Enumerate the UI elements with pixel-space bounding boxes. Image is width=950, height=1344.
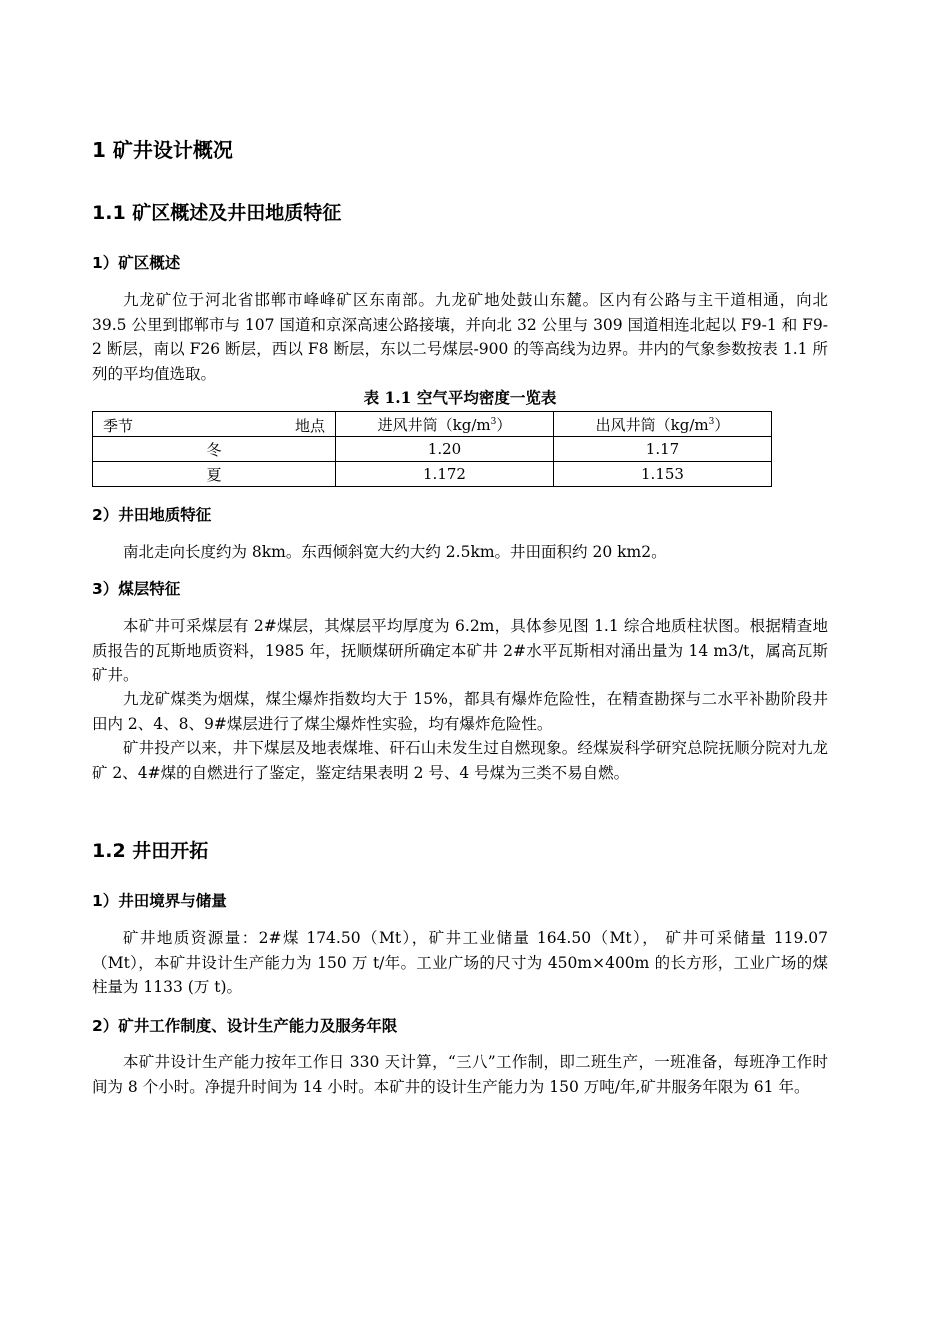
paragraph-geology: 南北走向长度约为 8km。东西倾斜宽大约大约 2.5km。井田面积约 20 km2。 [123, 543, 667, 561]
table-caption: 表 1.1 空气平均密度一览表 [363, 388, 557, 407]
paragraph-boundary-reserves: 矿井地质资源量：2#煤 174.50（Mt），矿井工业储量 164.50（Mt）， 矿井可采储量 119.07（Mt），本矿井设计生产能力为 150 万 t/年。工业广场的尺寸为 450m×400m 的长方形，工业广场的煤柱量为 1133 (万 t)。 [92, 929, 828, 996]
chapter-title: 1 矿井设计概况 [92, 138, 233, 162]
cell-return-value: 1.17 [554, 437, 772, 462]
header-intake-shaft: 进风井筒$(kg/m^3)$ [336, 412, 554, 437]
table-header-row [93, 412, 772, 437]
table-row [93, 462, 772, 487]
table-row [93, 437, 772, 462]
subsection-heading-geology: 2）井田地质特征 [92, 506, 212, 524]
paragraph-coal-seam-2: 九龙矿煤类为烟煤，煤尘爆炸指数均大于 15%，都具有爆炸危险性，在精查勘探与二水平补勘阶段井田内 2、4、8、9#煤层进行了煤尘爆炸性实验，均有爆炸危险性。 [92, 690, 828, 733]
table-corner-cell [93, 412, 336, 437]
subsection-heading-coal-seam: 3）煤层特征 [92, 580, 181, 598]
cell-season: 冬 [93, 437, 336, 462]
paragraph-coal-seam-1: 本矿井可采煤层有 2#煤层，其煤层平均厚度为 6.2m，具体参见图 1.1 综合地质柱状图。根据精查地质报告的瓦斯地质资料，1985 年，抚顺煤研所确定本矿井 2#水平瓦斯相对涌出量为 14 m3/t，属高瓦斯矿井。 [92, 617, 828, 684]
subsection-heading-boundary-reserves: 1）井田境界与储量 [92, 892, 227, 910]
section-heading-1-1: 1.1 矿区概述及井田地质特征 [92, 202, 342, 224]
corner-label-location: 地点 [294, 417, 325, 435]
paragraph-work-system: 本矿井设计生产能力按年工作日 330 天计算，“三八”工作制，即二班生产，一班准备，每班净工作时间为 8 个小时。净提升时间为 14 小时。本矿井的设计生产能力为 150 万吨/年,矿井服务年限为 61 年。 [92, 1053, 828, 1096]
subsection-heading-work-system: 2）矿井工作制度、设计生产能力及服务年限 [92, 1017, 398, 1035]
corner-label-season: 季节 [103, 417, 134, 435]
section-heading-1-2: 1.2 井田开拓 [92, 840, 209, 862]
cell-return-value: 1.153 [554, 462, 772, 487]
cell-intake-value: 1.172 [336, 462, 554, 487]
paragraph-coal-seam-3: 矿井投产以来，井下煤层及地表煤堆、矸石山未发生过自燃现象。经煤炭科学研究总院抚顺分院对九龙矿 2、4#煤的自燃进行了鉴定，鉴定结果表明 2 号、4 号煤为三类不易自燃。 [92, 739, 828, 782]
paragraph-mining-area: 九龙矿位于河北省邯郸市峰峰矿区东南部。九龙矿地处鼓山东麓。区内有公路与主干道相通，向北 39.5 公里到邯郸市与 107 国道和京深高速公路接壤，并向北 32 公里与 309 国道相连北起以 F9-1 和 F9-2 断层，南以 F26 断层，西以 F8 断层，东以二号煤层-900 的等高线为边界。井内的气象参数按表 1.1 所列的平均值选取。 [92, 291, 828, 383]
cell-intake-value: 1.20 [336, 437, 554, 462]
subsection-heading-mining-area: 1）矿区概述 [92, 254, 181, 272]
header-return-shaft: 出风井筒$(kg/m^3)$ [554, 412, 772, 437]
cell-season: 夏 [93, 462, 336, 487]
air-density-table [92, 411, 772, 487]
